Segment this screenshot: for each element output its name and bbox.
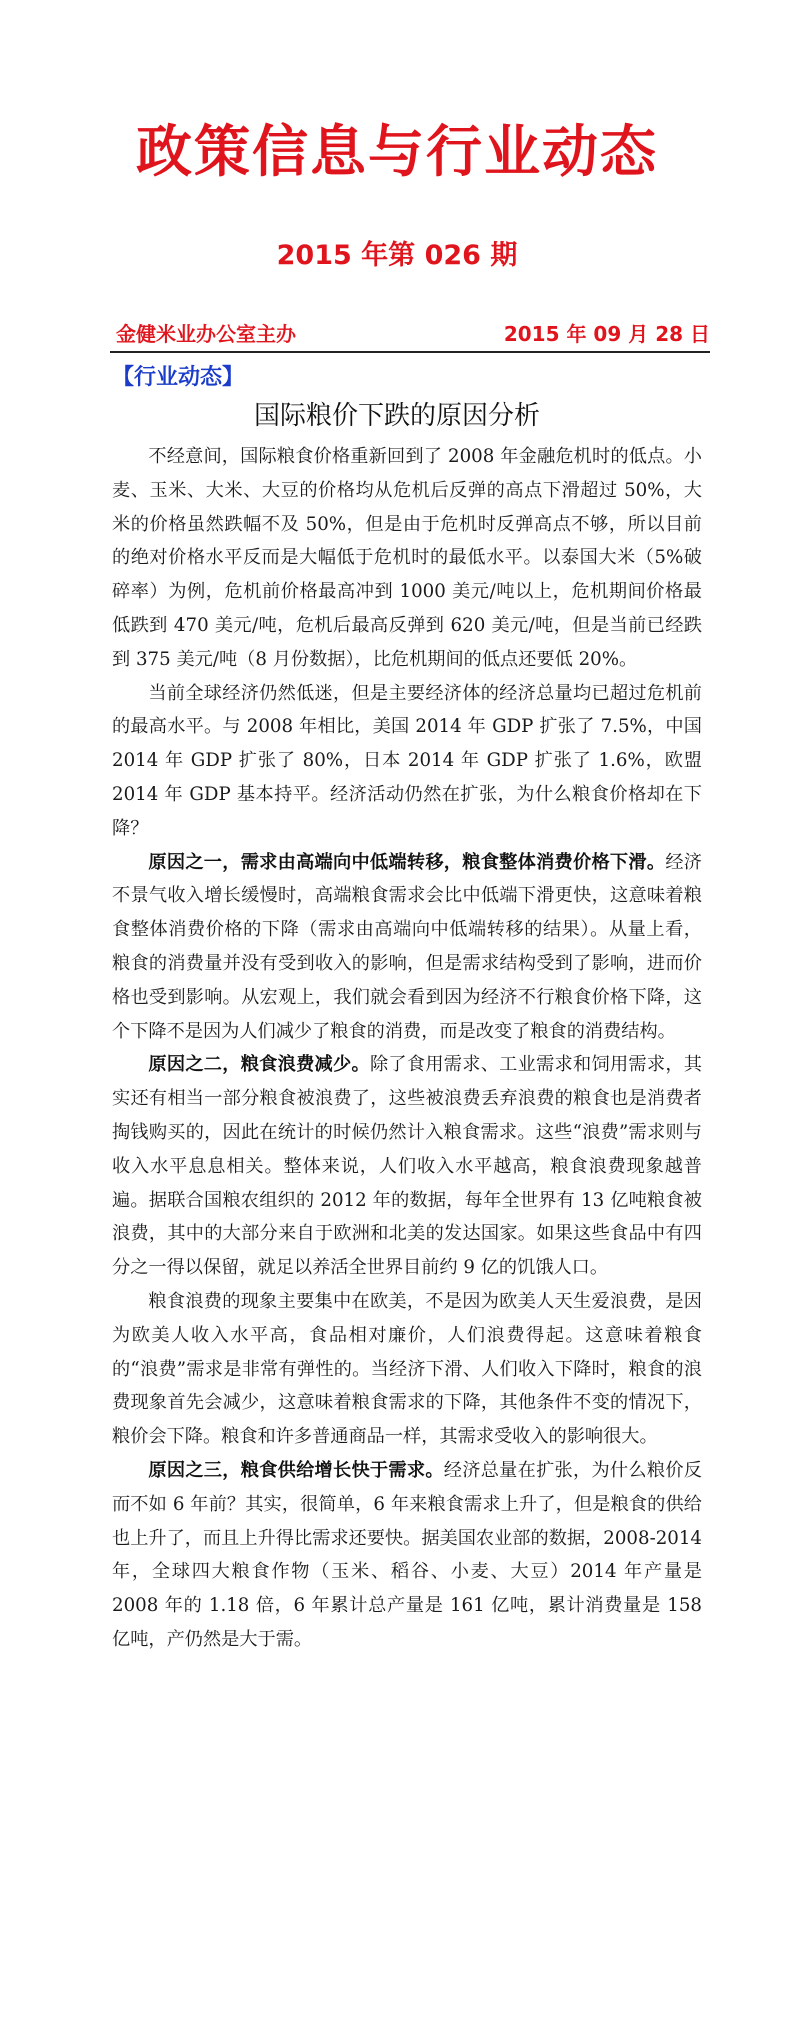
issue-number: 2015 年第 026 期 [276,240,518,271]
article-title: 国际粮价下跌的原因分析 [253,401,540,431]
paragraph-text: 粮食浪费的现象主要集中在欧美，不是因为欧美人天生爱浪费，是因为欧美人收入水平高，食品相对廉价，人们浪费得起。这意味着粮食的“浪费”需求是非常有弹性的。当经济下滑、人们收入下降时，粮食的浪费现象首先会减少，这意味着粮食需求的下降，其他条件不变的情况下，粮价会下降。粮食和许多普通商品一样，其需求受收入的影响很大。 [112,1290,702,1448]
article-body [112,440,702,1657]
paragraph-text: 经济不景气收入增长缓慢时，高端粮食需求会比中低端下滑更快，这意味着粮食整体消费价格的下降（需求由高端向中低端转移的结果）。从量上看，粮食的消费量并没有受到收入的影响，但是需求结构受到了影响，进而价格也受到影响。从宏观上，我们就会看到因为经济不行粮食价格下降，这个下降不是因为人们减少了粮食的消费，而是改变了粮食的消费结构。 [112,851,702,1042]
paragraph-4 [112,1048,702,1285]
paragraph-lead: 原因之三，粮食供给增长快于需求。 [148,1459,444,1481]
paragraph-text: 当前全球经济仍然低迷，但是主要经济体的经济总量均已超过危机前的最高水平。与 2008 年相比，美国 2014 年 GDP 扩张了 7.5%，中国 2014 年 GDP 扩张了 80%，日本 2014 年 GDP 扩张了 1.6%，欧盟 2014 年 GDP 基本持平。经济活动仍然在扩张，为什么粮食价格却在下降？ [112,682,702,839]
paragraph-2 [112,677,702,846]
bulletin-title: 政策信息与行业动态 [136,120,658,185]
paragraph-text: 不经意间，国际粮食价格重新回到了 2008 年金融危机时的低点。小麦、玉米、大米、大豆的价格均从危机后反弹的高点下滑超过 50%，大米的价格虽然跌幅不及 50%，但是由于危机时反弹高点不够，所以目前的绝对价格水平反而是大幅低于危机时的最低水平。以泰国大米（5%破碎率）为例，危机前价格最高冲到 1000 美元/吨以上，危机期间价格最低跌到 470 美元/吨，危机后最高反弹到 620 美元/吨，但是当前已经跌到 375 美元/吨（8 月份数据），比危机期间的低点还要低 20%。 [112,446,702,670]
sponsor-label: 金健米业办公室主办 [116,322,296,346]
paragraph-5 [112,1285,702,1454]
publish-date: 2015 年 09 月 28 日 [503,322,710,346]
paragraph-3 [112,846,702,1049]
paragraph-text: 经济总量在扩张，为什么粮价反而不如 6 年前？其实，很简单，6 年来粮食需求上升了，但是粮食的供给也上升了，而且上升得比需求还要快。据美国农业部的数据，2008-2014 年，全球四大粮食作物（玉米、稻谷、小麦、大豆）2014 年产量是 2008 年的 1.18 倍，6 年累计总产量是 161 亿吨，累计消费量是 158 亿吨，产仍然是大于需。 [112,1459,702,1650]
paragraph-lead: 原因之二，粮食浪费减少。 [148,1054,370,1076]
paragraph-1 [112,440,702,677]
paragraph-lead: 原因之一，需求由高端向中低端转移，粮食整体消费价格下滑。 [148,851,666,873]
header-divider [110,351,710,353]
section-tag: 【行业动态】 [112,365,245,390]
paragraph-text: 除了食用需求、工业需求和饲用需求，其实还有相当一部分粮食被浪费了，这些被浪费丢弃浪费的粮食也是消费者掏钱购买的，因此在统计的时候仍然计入粮食需求。这些“浪费”需求则与收入水平息息相关。整体来说，人们收入水平越高，粮食浪费现象越普遍。据联合国粮农组织的 2012 年的数据，每年全世界有 13 亿吨粮食被浪费，其中的大部分来自于欧洲和北美的发达国家。如果这些食品中有四分之一得以保留，就足以养活全世界目前约 9 亿的饥饿人口。 [112,1054,702,1279]
paragraph-6 [112,1454,702,1657]
